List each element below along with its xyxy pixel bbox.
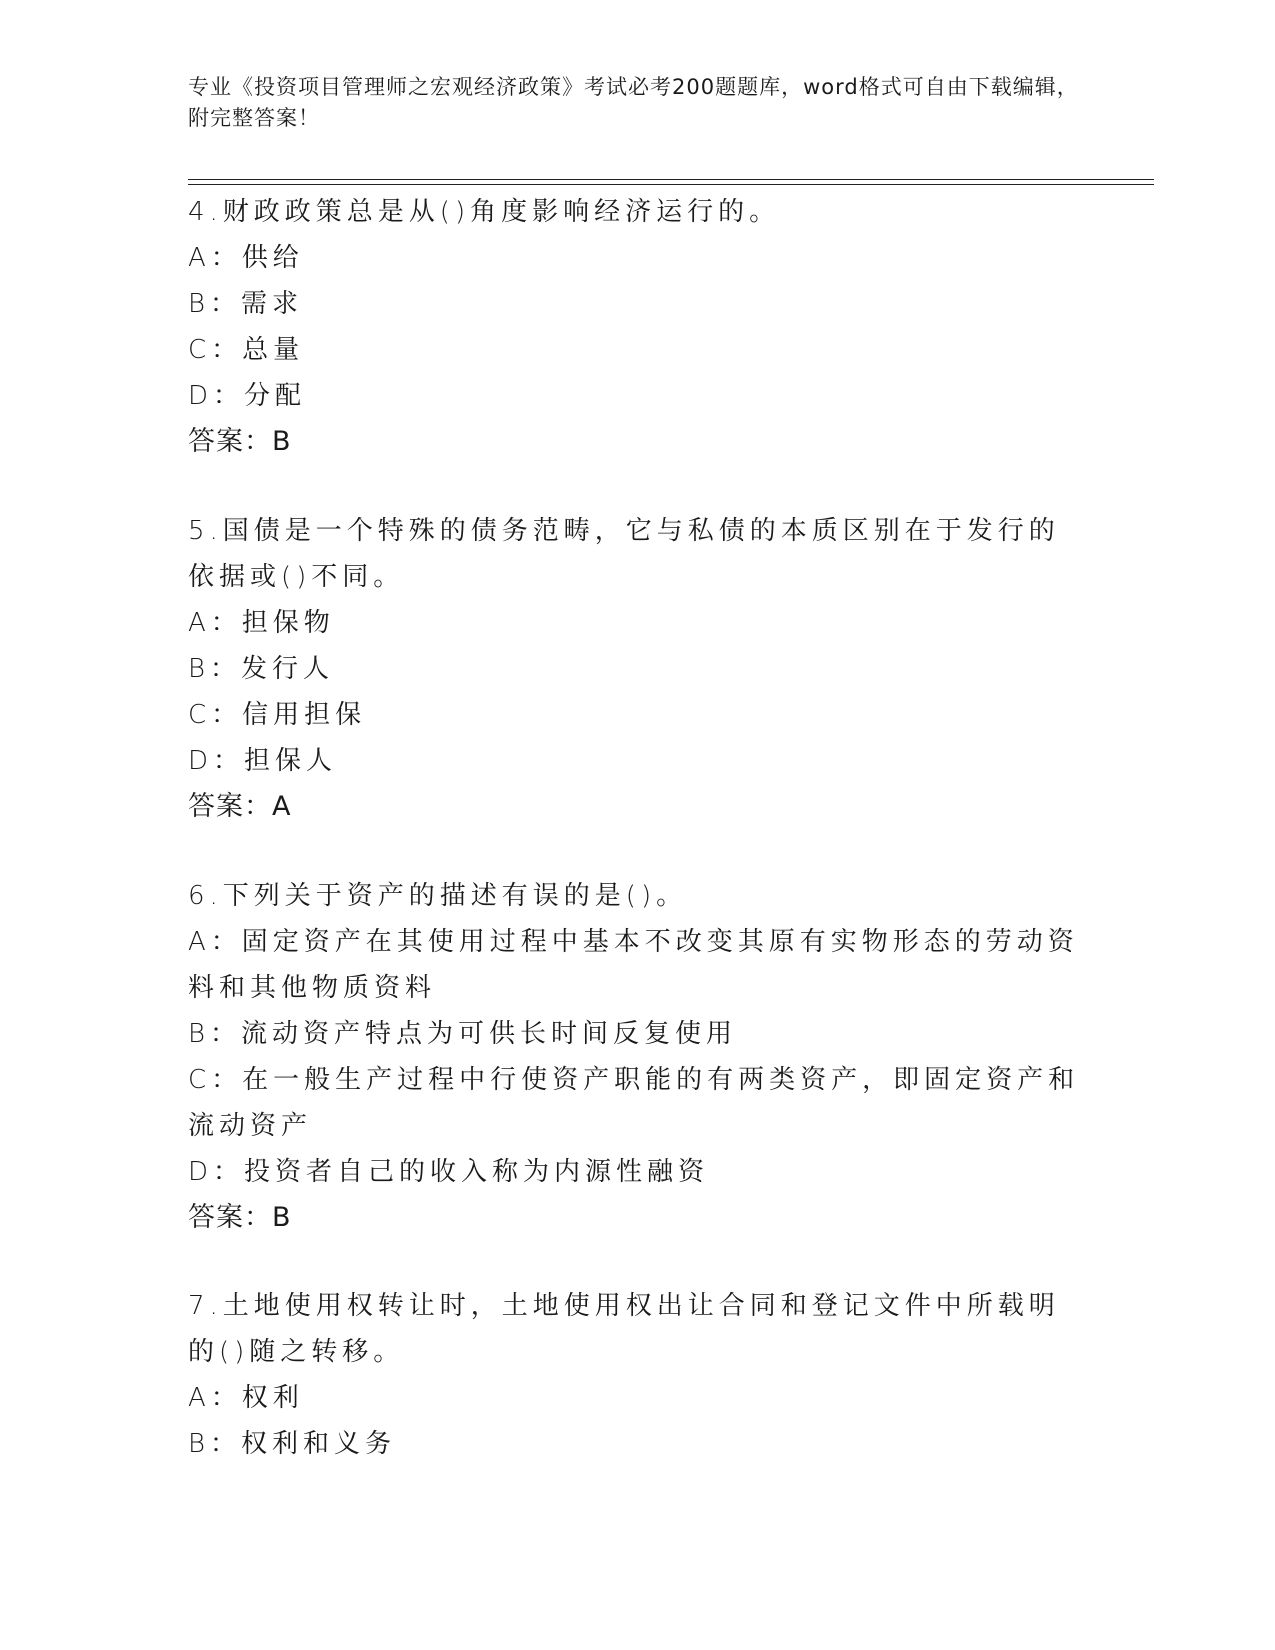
option-c: C：在一般生产过程中行使资产职能的有两类资产，即固定资产和流动资产: [188, 1065, 1080, 1141]
question-4: [188, 189, 1088, 465]
option-a: A：供给: [188, 243, 304, 273]
option-a: A：固定资产在其使用过程中基本不改变其原有实物形态的劳动资料和其他物质资料: [188, 927, 1079, 1003]
option-b: B：流动资产特点为可供长时间反复使用: [188, 1019, 738, 1049]
answer: 答案：B: [188, 426, 292, 457]
question-stem: 7.土地使用权转让时，土地使用权出让合同和登记文件中所载明的()随之转移。: [188, 1291, 1060, 1367]
option-d: D：投资者自己的收入称为内源性融资: [188, 1157, 710, 1187]
option-d: D：担保人: [188, 746, 338, 776]
answer: 答案：B: [188, 1202, 292, 1233]
option-c: C：信用担保: [188, 700, 367, 730]
document-intro: 专业《投资项目管理师之宏观经济政策》考试必考200题题库，word格式可自由下载编辑，附完整答案！: [188, 75, 1079, 130]
question-stem: 4.财政政策总是从()角度影响经济运行的。: [188, 197, 781, 227]
answer: 答案：A: [188, 791, 292, 822]
question-5: [188, 508, 1088, 830]
option-d: D：分配: [188, 381, 307, 411]
option-b: B：需求: [188, 289, 304, 319]
option-b: B：权利和义务: [188, 1429, 397, 1459]
header-divider-top: [188, 179, 1154, 180]
question-stem: 5.国债是一个特殊的债务范畴，它与私债的本质区别在于发行的依据或()不同。: [188, 516, 1060, 592]
header-divider-bottom: [188, 184, 1154, 185]
question-stem: 6.下列关于资产的描述有误的是()。: [188, 881, 688, 911]
question-6: [188, 873, 1088, 1241]
question-7: [188, 1283, 1088, 1467]
option-a: A：担保物: [188, 608, 335, 638]
option-c: C：总量: [188, 335, 305, 365]
option-a: A：权利: [188, 1383, 304, 1413]
option-b: B：发行人: [188, 654, 335, 684]
